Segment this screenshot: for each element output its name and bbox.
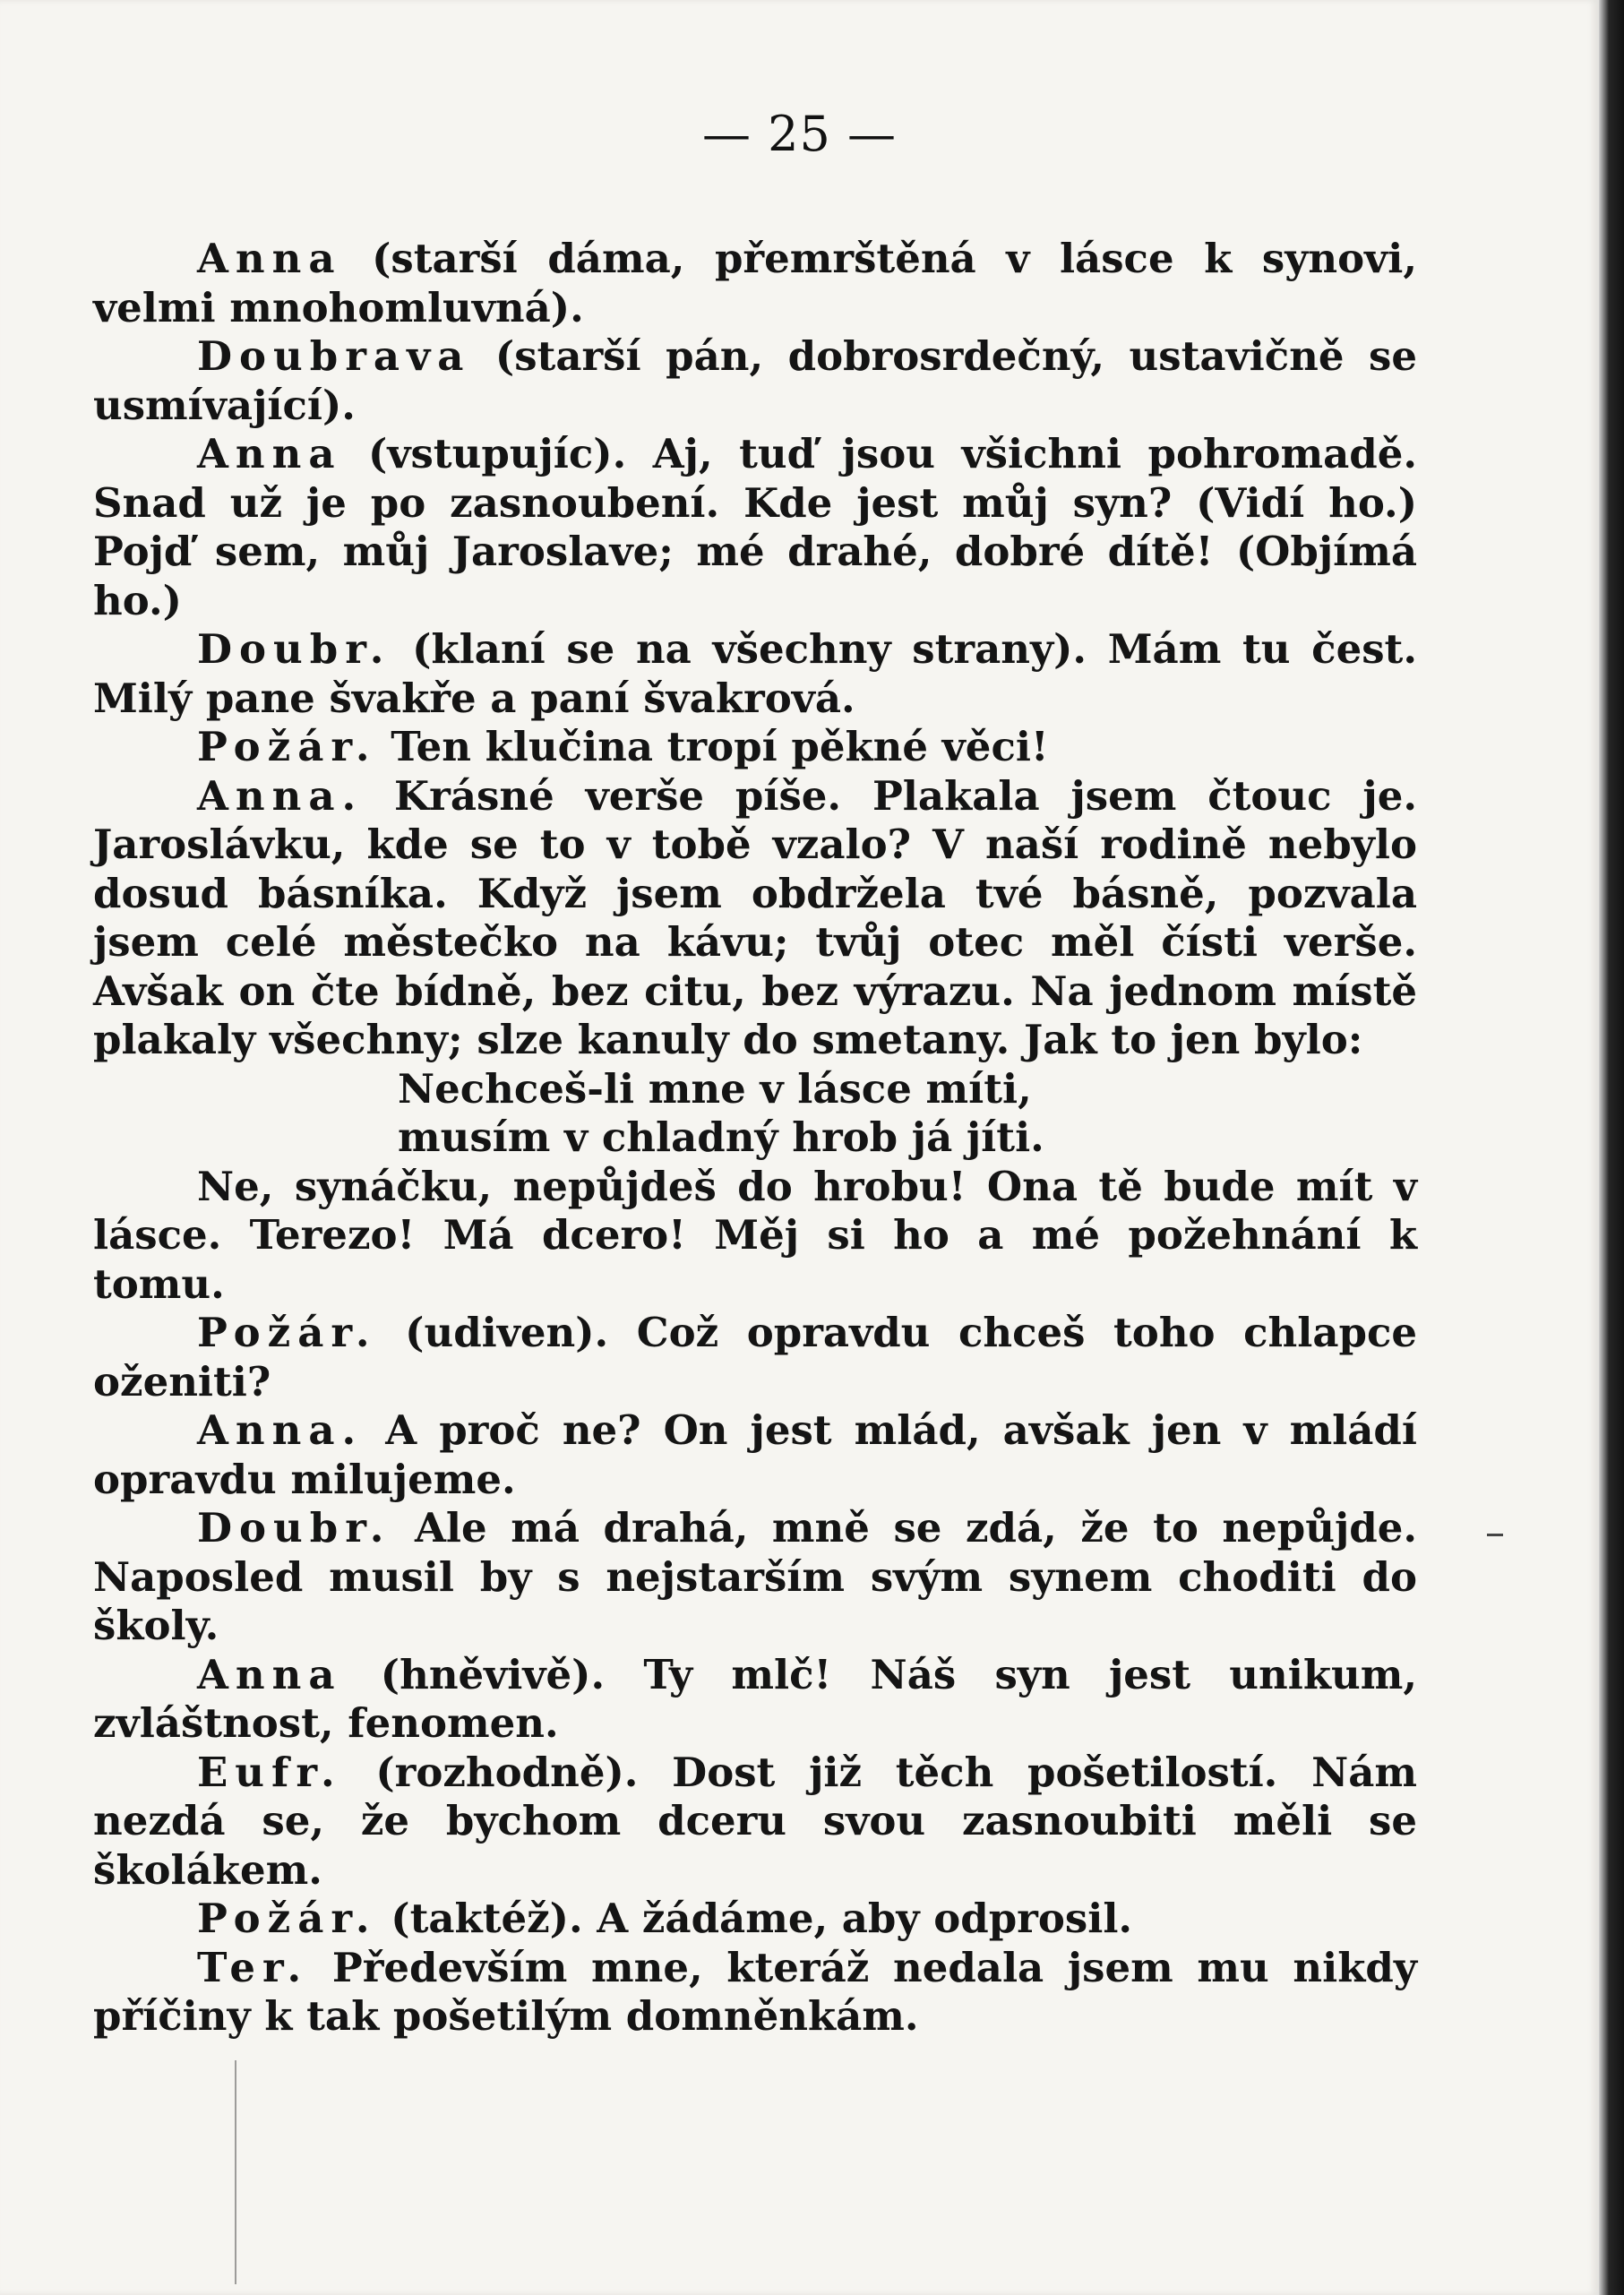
paragraph <box>93 1651 1417 1749</box>
paragraph-text: Především mne, kteráž nedala jsem mu nikdy příčiny k tak pošetilým domněnkám. <box>93 1943 1417 2040</box>
paragraph <box>93 1944 1417 2041</box>
speaker-name: Ter. <box>197 1943 309 1991</box>
play-text <box>93 235 1417 2041</box>
scan-mark <box>1487 1534 1503 1536</box>
paragraph <box>93 332 1417 430</box>
paragraph-text: A proč ne? On jest mlád, avšak jen v mládí opravdu milujeme. <box>93 1406 1417 1503</box>
paragraph-text: (hněvivě). Ty mlč! Náš syn jest unikum, zvláštnost, fenomen. <box>93 1650 1417 1747</box>
verse-line: musím v chladný hrob já jíti. <box>398 1113 1044 1161</box>
speaker-name: Eufr. <box>197 1748 342 1796</box>
paragraph-text: (vstupujíc). Aj, tuď jsou všichni pohromadě. Snad už je po zasnoubení. Kde jest můj syn? (Vidí ho.) Pojď sem, můj Jaroslave; mé drahé, dobré dítě! (Objímá ho.) <box>93 430 1417 624</box>
paragraph <box>93 430 1417 625</box>
paragraph-text: Krásné verše píše. Plakala jsem čtouc je. Jaroslávku, kde se to v tobě vzalo? V naší rodině nebylo dosud básníka. Když jsem obdržela tvé básně, pozvala jsem celé městečko na kávu; tvůj otec měl čísti verše. Avšak on čte bídně, bez citu, bez výrazu. Na jednom místě plakaly všechny; slze kanuly do smetany. Jak to jen bylo: <box>93 771 1417 1063</box>
paragraph <box>93 1406 1417 1504</box>
speaker-name: Anna <box>197 1650 342 1698</box>
speaker-name: Požár. <box>197 723 377 770</box>
paragraph-text: (klaní se na všechny strany). Mám tu čest. Milý pane švakře a paní švakrová. <box>93 625 1417 722</box>
speaker-name: Požár. <box>197 1309 377 1356</box>
paragraph <box>93 1163 1417 1310</box>
speaker-name: Anna. <box>197 1406 364 1454</box>
paragraph-text: (taktéž). A žádáme, aby odprosil. <box>376 1895 1133 1942</box>
paragraph <box>93 772 1417 1065</box>
speaker-name: Anna <box>197 235 342 282</box>
paragraph <box>93 723 1417 772</box>
paragraph <box>93 1895 1417 1944</box>
speaker-name: Anna <box>197 430 342 477</box>
paragraph-text: (starší dáma, přemrštěná v lásce k synovi, velmi mnohomluvná). <box>93 235 1417 331</box>
paragraph-text: (udiven). Což opravdu chceš toho chlapce oženiti? <box>93 1309 1417 1405</box>
paragraph-text: (starší pán, dobrosrdečný, ustavičně se usmívající). <box>93 332 1417 429</box>
scan-mark <box>235 2060 236 2284</box>
page-number: — 25 — <box>701 106 898 162</box>
paragraph <box>93 1504 1417 1651</box>
paragraph-text: Ne, synáčku, nepůjdeš do hrobu! Ona tě bude mít v lásce. Terezo! Má dcero! Měj si ho a mé požehnání k tomu. <box>93 1162 1417 1308</box>
paragraph <box>93 235 1417 332</box>
speaker-name: Požár. <box>197 1895 377 1942</box>
verse-line: Nechceš-li mne v lásce míti, <box>398 1064 1032 1113</box>
paragraph <box>93 625 1417 723</box>
paragraph-text: Ten klučina tropí pěkné věci! <box>376 723 1049 770</box>
paragraph-text: Ale má drahá, mně se zdá, že to nepůjde. Naposled musil by s nejstarším svým synem choditi do školy. <box>93 1504 1417 1649</box>
speaker-name: Doubr. <box>197 1504 391 1551</box>
paragraph-text: (rozhodně). Dost již těch pošetilostí. Nám nezdá se, že bychom dceru svou zasnoubiti měli se školákem. <box>93 1748 1417 1894</box>
scan-edge <box>1599 0 1624 2295</box>
speaker-name: Anna. <box>197 771 364 820</box>
speaker-name: Doubrava <box>197 332 471 380</box>
paragraph <box>93 1309 1417 1406</box>
speaker-name: Doubr. <box>197 625 391 673</box>
paragraph <box>93 1749 1417 1895</box>
